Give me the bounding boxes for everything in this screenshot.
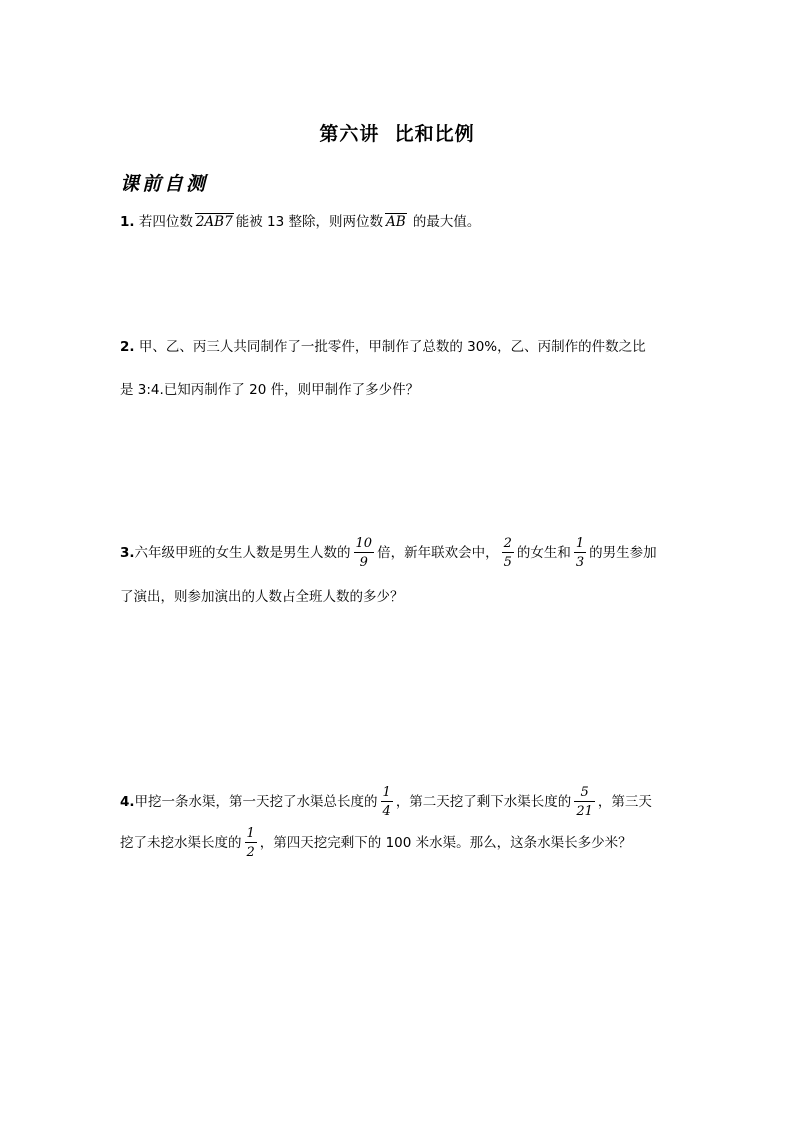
question-4-text-a: 甲挖一条水渠，第一天挖了水渠总长度的 bbox=[134, 794, 378, 810]
question-1-number: 1. bbox=[120, 214, 135, 230]
question-3-line-1 bbox=[120, 533, 657, 573]
fraction-1-3: $\frac{1}{3}$ bbox=[575, 536, 585, 570]
question-2-line-2: 是 3:4.已知丙制作了 20 件，则甲制作了多少件？ bbox=[120, 382, 420, 398]
question-4-text-d: 挖了未挖水渠长度的 bbox=[120, 835, 242, 851]
question-3-number: 3. bbox=[120, 545, 135, 561]
overline-number-ab: AB bbox=[385, 214, 406, 230]
question-2-text-a: 甲、乙、丙三人共同制作了一批零件，甲制作了总数的 30%，乙、丙制作的件数之比 bbox=[134, 339, 646, 355]
fraction-1-4: $\frac{1}{4}$ bbox=[382, 785, 391, 819]
question-4-text-c: ，第三天 bbox=[597, 794, 652, 810]
question-3-text-d: 的男生参加 bbox=[589, 545, 657, 561]
question-1-text-c: 的最大值。 bbox=[408, 214, 481, 230]
fraction-2-5: $\frac{2}{5}$ bbox=[503, 536, 512, 570]
question-4-line-1 bbox=[120, 782, 652, 822]
question-1-text-a: 若四位数 bbox=[134, 214, 193, 230]
question-4-text-e: ，第四天挖完剩下的 100 米水渠。那么，这条水渠长多少米？ bbox=[259, 835, 632, 851]
overline-number-2ab7: 2AB7 bbox=[195, 214, 233, 230]
fraction-10-9: $\frac{10}{9}$ bbox=[355, 536, 373, 570]
page-title: 第六讲 比和比例 bbox=[319, 123, 475, 145]
question-4-number: 4. bbox=[120, 794, 135, 810]
question-3-text-b: 倍，新年联欢会中， bbox=[377, 545, 499, 561]
fraction-1-2: $\frac{1}{2}$ bbox=[246, 826, 255, 860]
question-4-text-b: ，第二天挖了剩下水渠长度的 bbox=[395, 794, 572, 810]
question-3-text-a: 六年级甲班的女生人数是男生人数的 bbox=[134, 545, 351, 561]
question-1-text-b: 能被 13 整除，则两位数 bbox=[235, 214, 383, 230]
question-2-line-1 bbox=[120, 337, 646, 357]
question-3-line-2: 了演出，则参加演出的人数占全班人数的多少？ bbox=[120, 589, 404, 605]
question-4-line-2 bbox=[120, 823, 632, 863]
question-3-text-c: 的女生和 bbox=[516, 545, 571, 561]
fraction-5-21: $\frac{5}{21}$ bbox=[576, 785, 593, 819]
question-1 bbox=[120, 212, 480, 232]
section-heading: 课前自测 bbox=[120, 173, 209, 195]
question-2-number: 2. bbox=[120, 339, 135, 355]
